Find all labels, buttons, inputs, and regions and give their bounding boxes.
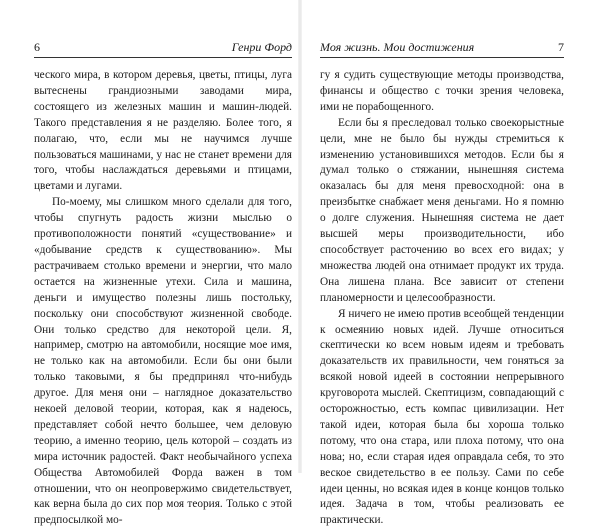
header-rule-right <box>320 57 564 58</box>
page-number-left: 6 <box>34 40 40 54</box>
paragraph: гу я судить существующие методы производства, финансы и общество с точки зрения человека, ими не порабощенного. <box>320 69 564 113</box>
running-title-left: Генри Форд <box>231 40 292 54</box>
running-head-left <box>34 39 292 55</box>
paragraph: ческого мира, в котором деревья, цветы, птицы, луга вытеснены грандиозными заводами мира, состоящего из железных машин и машин-людей. Такого представления я не разделяю. Более того, я полагаю, что, если мы не научимся лучше пользоваться машинами, у нас не станет времени для того, чтобы наслаждаться деревьями и птицами, цветами и лугами. <box>34 69 292 193</box>
paragraph: Если бы я преследовал только своекорыстные цели, мне не было бы нужды стремиться к изменению установившихся методов. Если бы я думал только о стяжании, нынешняя система оказалась бы для меня превосходной: она в преизбытке снабжает меня деньгами. Но я помню о долге служения. Нынешняя система не дает высшей меры производительности, ибо способствует расточению во всех его видах; у множества людей она отнимает продукт их труда. Она лишена плана. Все зависит от степени планомерности и целесообразности. <box>320 116 564 304</box>
body-text-right <box>320 68 564 529</box>
page-number-right: 7 <box>558 40 564 54</box>
right-page <box>300 0 600 527</box>
body-text-left <box>34 68 292 529</box>
running-head-right <box>320 39 564 55</box>
paragraph: Я ничего не имею против всеобщей тенденции к осмеянию новых идей. Лучше относиться скептически ко всем новым идеям и требовать доказательств их правильности, чем гоняться за всякой новой идеей в состоянии непрерывного круговорота мыслей. Скептицизм, совпадающий с осторожностью, есть компас цивилизации. Нет такой идеи, которая была бы хороша только потому, что она стара, или плоха потому, что она нова; но, если старая идея оправдала себя, то это веское свидетельство в ее пользу. Сами по себе идеи ценны, но всякая идея в конце концов только идея. Задача в том, чтобы реализовать ее практически. <box>320 307 565 527</box>
paragraph: По-моему, мы слишком много сделали для того, чтобы спугнуть радость жизни мыслью о противоположности понятий «существование» и «добывание средств к существованию». Мы растрачиваем столько времени и энергии, что мало остается на жизненные утехи. Сила и машина, деньги и имущество полезны лишь постольку, поскольку они способствуют жизненной свободе. Они только средство для некоторой цели. Я, например, смотрю на автомобили, носящие мое имя, не только как на автомобили. Если бы они были только таковыми, я бы предпринял что-нибудь другое. Для меня они – наглядное доказательство некоей деловой теории, которая, как я надеюсь, представляет собой нечто большее, чем деловую теорию, а именно теорию, цель которой – создать из мира источник радостей. Факт необычайного успеха Общества Автомобилей Форда важен в том отношении, что он неопровержимо свидетельствует, как верна была до сих пор моя теория. Только с этой предпосылкой мо- <box>34 196 292 527</box>
running-title-right: Моя жизнь. Мои достижения <box>320 40 475 54</box>
header-rule-left <box>34 57 292 58</box>
left-page <box>0 0 300 527</box>
